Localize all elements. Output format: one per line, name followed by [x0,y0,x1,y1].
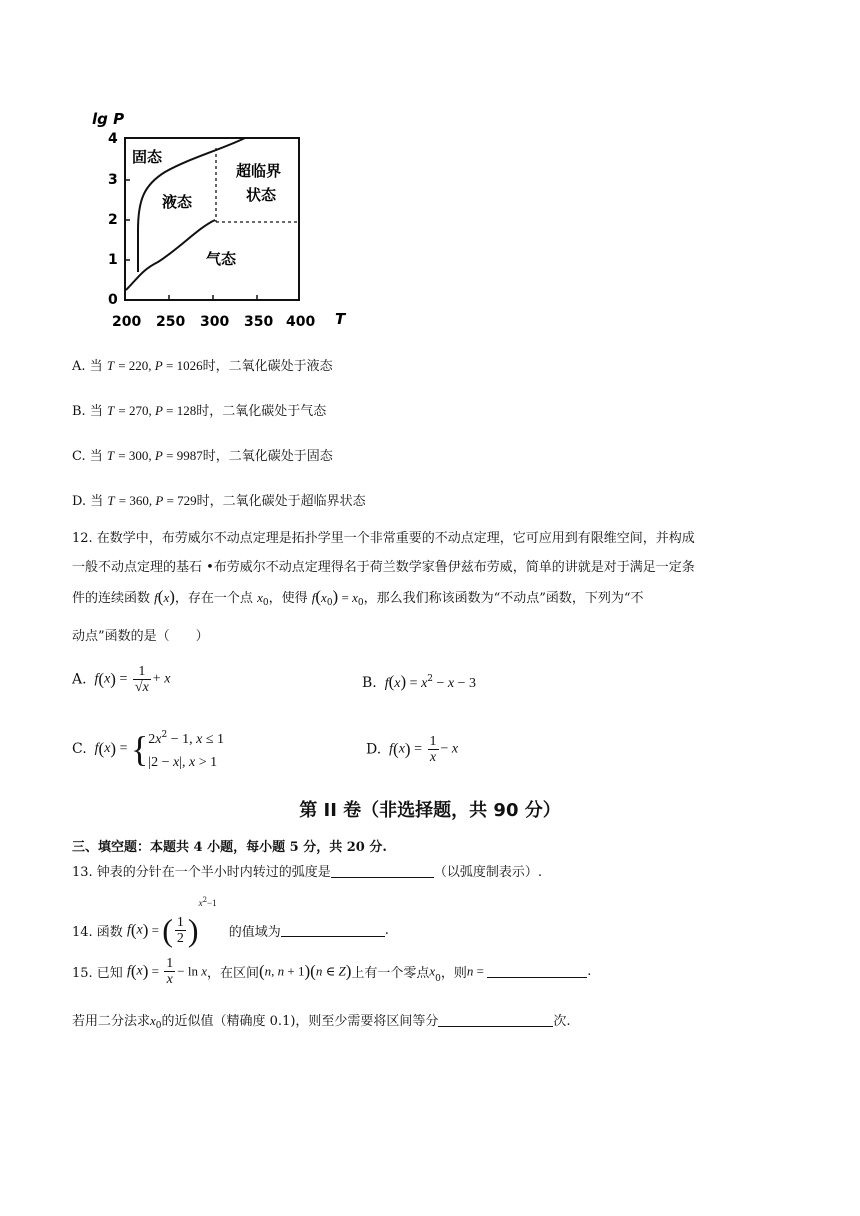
q11-option-c: C. 当 T = 300, P = 9987时，二氧化碳处于固态 [72,448,333,464]
q11-option-a: A. 当 T = 220, P = 1026时，二氧化碳处于液态 [72,358,333,374]
y-tick-label: 0 [108,292,118,308]
y-tick-label: 1 [108,252,118,268]
q12-option-a: A. f(x) = $\frac{1}{√x}$ + x [72,664,171,695]
answer-blank[interactable] [438,1014,553,1027]
q14: 14. 函数 f(x) = ( $\frac{1}{2}$ )$x^2-1$ 的值域为 . [72,896,389,948]
x-tick-label: 350 [244,314,274,330]
q12-line3: 件的连续函数 f(x)，存在一个点 $x_0$，使得 $f(x_0) = x_0$，那么我们称该函数为“不动点”函数，下列为“不 [72,587,644,608]
y-tick-label: 4 [108,131,118,147]
region-supercritical-label: 超临界 [236,162,282,180]
region-gas-label: 气态 [206,250,237,268]
region-solid-label: 固态 [132,148,163,166]
q15-part2: 若用二分法求$x_0$的近似值（精确度 0.1)，则至少需要将区间等分 次. [72,1013,571,1031]
answer-blank[interactable] [487,965,587,978]
x-tick-label: 200 [112,314,142,330]
y-tick-label: 2 [108,212,118,228]
q12-option-d: D. f(x) = $\frac{1}{x}$ − x [366,734,459,765]
part3-heading: 三、填空题：本题共 4 小题，每小题 5 分，共 20 分. [72,840,387,855]
y-axis-label: lg P [92,110,125,128]
q12-line1: 12. 在数学中，布劳威尔不动点定理是拓扑学里一个非常重要的不动点定理，它可应用到有限维空间，并构成 [72,531,695,546]
x-tick-label: 250 [156,314,186,330]
region-supercritical-label-2: 状态 [246,186,277,204]
x-tick-label: 400 [286,314,316,330]
q12-option-c: C. f(x) = { $2x^2 - 1$, x ≤ 1 |2 − x|, x > 1 [72,729,225,770]
region-liquid-label: 液态 [162,193,193,211]
q12-line2: 一般不动点定理的基石 •布劳威尔不动点定理得名于荷兰数学家鲁伊兹布劳威，简单的讲就是对于满足一定条 [72,560,695,575]
phase-diagram [80,100,370,340]
q12-option-b: B. $f(x) = x^2 - x - 3$ [362,672,477,691]
section-title: 第 II 卷（非选择题，共 90 分） [299,800,561,821]
q11-option-b: B. 当 T = 270, P = 128时，二氧化碳处于气态 [72,403,327,419]
x-tick-label: 300 [200,314,230,330]
q11-option-d: D. 当 T = 360, P = 729时，二氧化碳处于超临界状态 [72,493,366,509]
gas-liquid-boundary [126,220,215,290]
y-tick-label: 3 [108,172,118,188]
q12-line4: 动点”函数的是（ ） [72,629,209,644]
q15: 15. 已知 f(x) = $\frac{1}{x}$ − ln x，在区间(n, n + 1)(n ∈ Z)上有一个零点$x_0$，则n = . [72,956,592,987]
x-axis-label: T [335,310,346,328]
answer-blank[interactable] [281,924,385,937]
q13: 13. 钟表的分针在一个半小时内转过的弧度是 （以弧度制表示）. [72,865,542,880]
answer-blank[interactable] [331,865,434,878]
